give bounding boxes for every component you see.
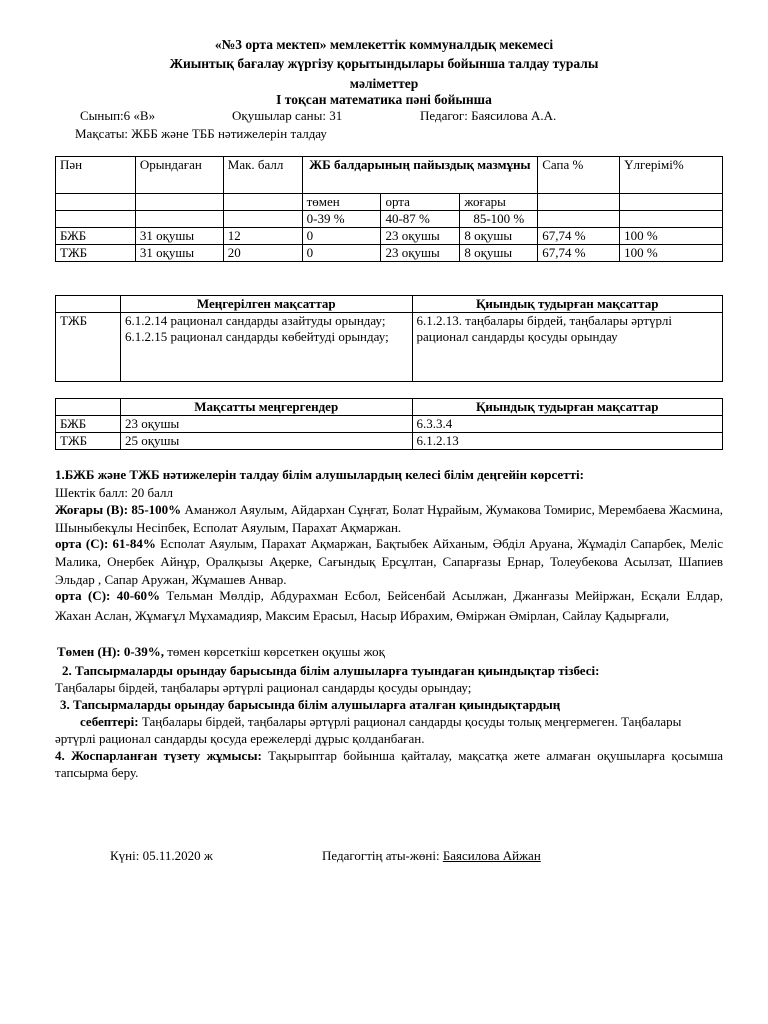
mid1-level-label: орта (С): 61-84% xyxy=(55,536,156,551)
low-level-text: төмен көрсеткіш көрсеткен оқушы жоқ xyxy=(163,644,385,659)
mid1-level-students: Есполат Аяулым, Парахат Ақмаржан, Бақтыбек Айханым, Әбділ Аруана, Жұмаділ Сапарбек, Меліс Малика, Онербек Айнұр, Оралқызы Ақерке, Сағындық Ерсұлтан, Сапарғазы Ернар, Толеубекова Асылзат, Шапиев Эльдар , Сапар Аружан, Жұмашев Анвар. xyxy=(55,536,723,587)
mid2-level-label: орта (С): 40-60% xyxy=(55,588,161,603)
section4-heading: 4. Жоспарланған түзету жұмысы: xyxy=(55,748,262,763)
empty-cell xyxy=(56,296,121,313)
empty-cell xyxy=(538,194,620,211)
empty-cell xyxy=(223,194,302,211)
level-low-label: төмен xyxy=(302,194,381,211)
date: Күні: 05.11.2020 ж xyxy=(110,848,213,863)
row-students: 23 оқушы xyxy=(120,416,412,433)
empty-cell xyxy=(620,194,723,211)
section2-heading: 2. Тапсырмаларды орындау барысында білім алушыларға туындаған қиындықтар тізбесі: xyxy=(62,663,600,678)
row-label: БЖБ xyxy=(56,416,121,433)
empty-cell xyxy=(538,211,620,228)
section2-text: Таңбалары бірдей, таңбалары әртүрлі рационал сандарды қосуды орындау; xyxy=(55,680,472,695)
row-low: 0 xyxy=(302,245,381,262)
header-difficult-goals: Қиындық тудырған мақсаттар xyxy=(412,296,723,313)
level-high-label: жоғары xyxy=(460,194,538,211)
row-mid: 23 оқушы xyxy=(381,228,460,245)
doc-title: Жиынтық бағалау жүргізу қорытындылары бойынша талдау туралы xyxy=(169,56,599,71)
row-high: 8 оқушы xyxy=(460,228,538,245)
row-progress: 100 % xyxy=(620,245,723,262)
high-level-students: Аманжол Аяулым, Айдархан Сұңғат, Болат Нұрайым, Жумакова Томирис, Мерембаева Жасмина, Шыныбекұлы Несіпбек, Есполат Аяулым, Парахат Ақмаржан. xyxy=(55,502,723,535)
level-mid-range: 40-87 % xyxy=(381,211,460,228)
row-max: 20 xyxy=(223,245,302,262)
level-high-range: 85-100 % xyxy=(460,211,538,228)
mid1-level-block xyxy=(55,535,723,589)
high-level-block xyxy=(55,501,723,537)
level-mid-label: орта xyxy=(381,194,460,211)
row-label: ТЖБ xyxy=(56,433,121,450)
empty-cell xyxy=(56,194,136,211)
header-max-score: Мак. балл xyxy=(223,157,302,194)
header-difficult-goals: Қиындық тудырған мақсаттар xyxy=(412,399,723,416)
students-count: Оқушылар саны: 31 xyxy=(232,108,343,123)
empty-cell xyxy=(56,211,136,228)
row-goal: 6.3.3.4 xyxy=(412,416,723,433)
row-students: 25 оқушы xyxy=(120,433,412,450)
purpose: Мақсаты: ЖББ және ТББ нәтижелерін талдау xyxy=(75,126,327,141)
row-low: 0 xyxy=(302,228,381,245)
row-done: 31 оқушы xyxy=(135,245,223,262)
header-achievers: Мақсатты меңгергендер xyxy=(120,399,412,416)
analysis-heading: 1.БЖБ және ТЖБ нәтижелерін талдау білім алушылардың келесі білім деңгейін көрсетті: xyxy=(55,467,584,482)
doc-subtitle: I тоқсан математика пәні бойынша xyxy=(276,92,492,107)
row-goal: 6.1.2.13 xyxy=(412,433,723,450)
mid2-level-block xyxy=(55,586,723,626)
row-max: 12 xyxy=(223,228,302,245)
header-progress: Үлгерімі% xyxy=(620,157,723,194)
max-score: Шектік балл: 20 балл xyxy=(55,485,173,500)
table-row xyxy=(56,416,723,433)
row-progress: 100 % xyxy=(620,228,723,245)
achievers-table xyxy=(55,398,723,450)
empty-cell xyxy=(620,211,723,228)
doc-title-cont: мәліметтер xyxy=(349,76,419,91)
empty-cell xyxy=(135,194,223,211)
header-content: ЖБ балдарының пайыздық мазмұны xyxy=(302,157,538,194)
header-quality: Сапа % xyxy=(538,157,620,194)
row-subject: ТЖБ xyxy=(56,245,136,262)
section3-text: Таңбалары бірдей, таңбалары әртүрлі рационал сандарды қосуды толық меңгермеген. Таңбалары әртүрлі рационал сандарды қосуда ережелерді дұрыс қолданбаған. xyxy=(55,714,682,746)
row-high: 8 оқушы xyxy=(460,245,538,262)
low-level-block xyxy=(57,643,725,660)
row-mid: 23 оқушы xyxy=(381,245,460,262)
section3-block xyxy=(55,713,723,747)
section4-block xyxy=(55,747,723,781)
low-level-label: Төмен (Н): 0-39%, xyxy=(57,644,164,659)
teacher-info: Педагог: Баясилова А.А. xyxy=(420,108,557,123)
header-mastered-goals: Меңгерілген мақсаттар xyxy=(120,296,412,313)
teacher-signature-line xyxy=(322,847,541,864)
org-title: «№3 орта мектеп» мемлекеттік коммуналдық мекемесі xyxy=(214,37,554,52)
empty-cell xyxy=(135,211,223,228)
goals-row-label: ТЖБ xyxy=(56,313,121,382)
header-done: Орындаған xyxy=(135,157,223,194)
results-table xyxy=(55,156,723,262)
row-done: 31 оқушы xyxy=(135,228,223,245)
difficult-goals: 6.1.2.13. таңбалары бірдей, таңбалары әртүрлі рационал сандарды қосуды орындау xyxy=(412,313,723,382)
row-quality: 67,74 % xyxy=(538,228,620,245)
empty-cell xyxy=(56,399,121,416)
teacher-label: Педагогтің аты-жөні: xyxy=(322,848,443,863)
section4-text: Тақырыптар бойынша қайталау, мақсатқа жете алмаған оқушыларға қосымша тапсырма беру. xyxy=(55,748,724,780)
empty-cell xyxy=(223,211,302,228)
teacher-name: Баясилова Айжан xyxy=(442,848,541,863)
high-level-label: Жоғары (В): 85-100% xyxy=(55,502,182,517)
goals-table xyxy=(55,295,723,382)
section3-heading: 3. Тапсырмаларды орындау барысында білім алушыларға аталған қиындықтардың xyxy=(60,697,561,712)
mid2-level-students: Тельман Мөлдір, Абдурахман Есбол, Бейсенбай Асылжан, Джанғазы Мейіржан, Есқали Елдар, Жахан Аслан, Жұмағұл Мұхамадияр, Максим Ерасыл, Насыр Ибрахим, Өміржан Әмірлан, Сайлау Қадырғали, xyxy=(55,588,723,623)
row-quality: 67,74 % xyxy=(538,245,620,262)
table-row xyxy=(56,245,723,262)
class-info: Сынып:6 «В» xyxy=(80,108,156,123)
table-row xyxy=(56,228,723,245)
header-subject: Пән xyxy=(56,157,136,194)
table-row xyxy=(56,433,723,450)
section3-subheading: себептері: xyxy=(80,714,139,729)
row-subject: БЖБ xyxy=(56,228,136,245)
mastered-goals: 6.1.2.14 рационал сандарды азайтуды орындау; 6.1.2.15 рационал сандарды көбейтуді орындау; xyxy=(120,313,412,382)
level-low-range: 0-39 % xyxy=(302,211,381,228)
